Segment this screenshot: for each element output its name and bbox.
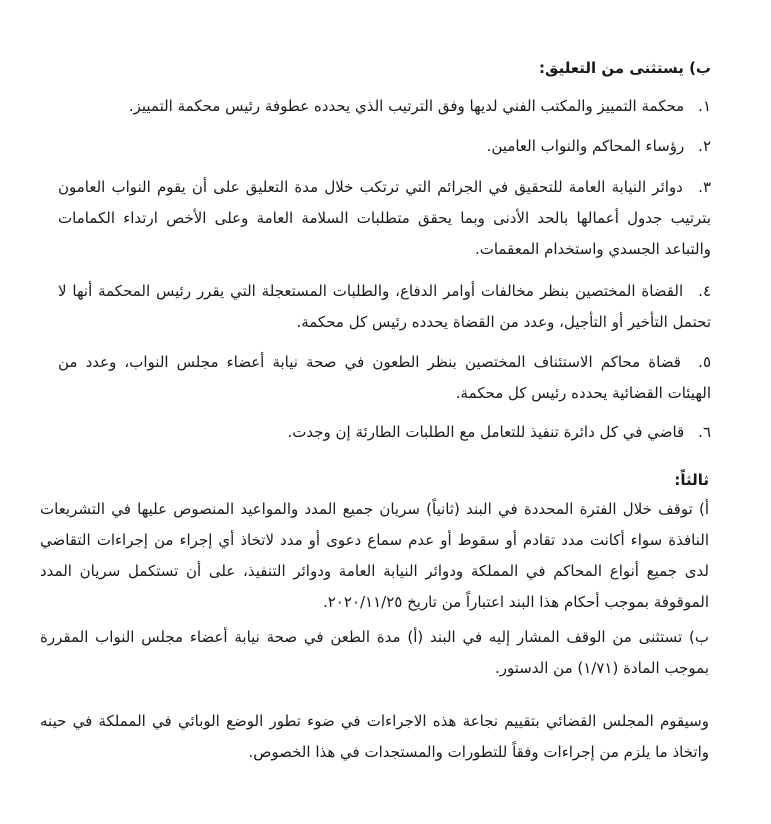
- item-text: قاضي في كل دائرة تنفيذ للتعامل مع الطلبات الطارئة إن وجدت.: [287, 423, 685, 441]
- item-text: دوائر النيابة العامة للتحقيق في الجرائم التي ترتكب خلال مدة التعليق على أن يقوم النواب العامون بترتيب جدول أعمالها بالحد الأدنى وبما يحقق متطلبات السلامة العامة وعلى الأخص ارتداء الكمامات والتباعد الجسدي واستخدام المعقمات.: [58, 178, 711, 258]
- section-b-item-6: [287, 422, 711, 442]
- item-number: ٣.: [698, 178, 711, 196]
- section-3-heading: ثالثاً:: [674, 471, 709, 489]
- item-text: محكمة التمييز والمكتب الفني لديها وفق الترتيب الذي يحدده عطوفة رئيس محكمة التمييز.: [128, 97, 685, 115]
- closing-paragraph: وسيقوم المجلس القضائي بتقييم نجاعة هذه الاجراءات في ضوء تطور الوضع الوبائي في المملكة في حينه واتخاذ ما يلزم من إجراءات وفقاً للتطورات والمستجدات في هذا الخصوص.: [40, 712, 709, 761]
- item-number: ٢.: [698, 137, 711, 155]
- item-text: قضاة محاكم الاستئناف المختصين بنظر الطعون في صحة نيابة أعضاء مجلس النواب، وعدد من الهيئات القضائية يحدده رئيس كل محكمة.: [58, 353, 711, 402]
- section-b-item-5: [58, 347, 711, 409]
- section-b-item-4: [58, 276, 711, 338]
- item-number: ٦.: [698, 423, 711, 441]
- item-number: ٤.: [698, 282, 711, 300]
- item-number: ٥.: [698, 353, 711, 371]
- section-b-item-2: [487, 136, 711, 156]
- section-3-item-b: ب) تستثنى من الوقف المشار إليه في البند (أ) مدة الطعن في صحة نيابة أعضاء مجلس النواب المقررة بموجب المادة (١/٧١) من الدستور.: [40, 628, 709, 677]
- section-b-item-3: [58, 172, 711, 265]
- section-3-item-a: أ) توقف خلال الفترة المحددة في البند (ثانياً) سريان جميع المدد والمواعيد المنصوص عليها في التشريعات النافذة سواء أكانت مدد تقادم أو سقوط أو عدم سماع دعوى أو مدد لاتخاذ أي إجراء من إجراءات التقاضي لدى جميع أنواع المحاكم في المملكة ودوائر النيابة العامة ودوائر التنفيذ، على أن تستكمل سريان المدد الموقوفة بموجب أحكام هذا البند اعتباراً من تاريخ ٢٠٢٠/١١/٢٥.: [40, 500, 709, 611]
- section-b-item-1: [129, 96, 711, 116]
- section-b-heading: ب) يستثنى من التعليق:: [539, 59, 711, 77]
- item-text: رؤساء المحاكم والنواب العامين.: [486, 137, 685, 155]
- item-number: ١.: [698, 97, 711, 115]
- item-text: القضاة المختصين بنظر مخالفات أوامر الدفاع، والطلبات المستعجلة التي يقرر رئيس المحكمة أنها لا تحتمل التأخير أو التأجيل، وعدد من القضاة يحدده رئيس كل محكمة.: [58, 282, 711, 331]
